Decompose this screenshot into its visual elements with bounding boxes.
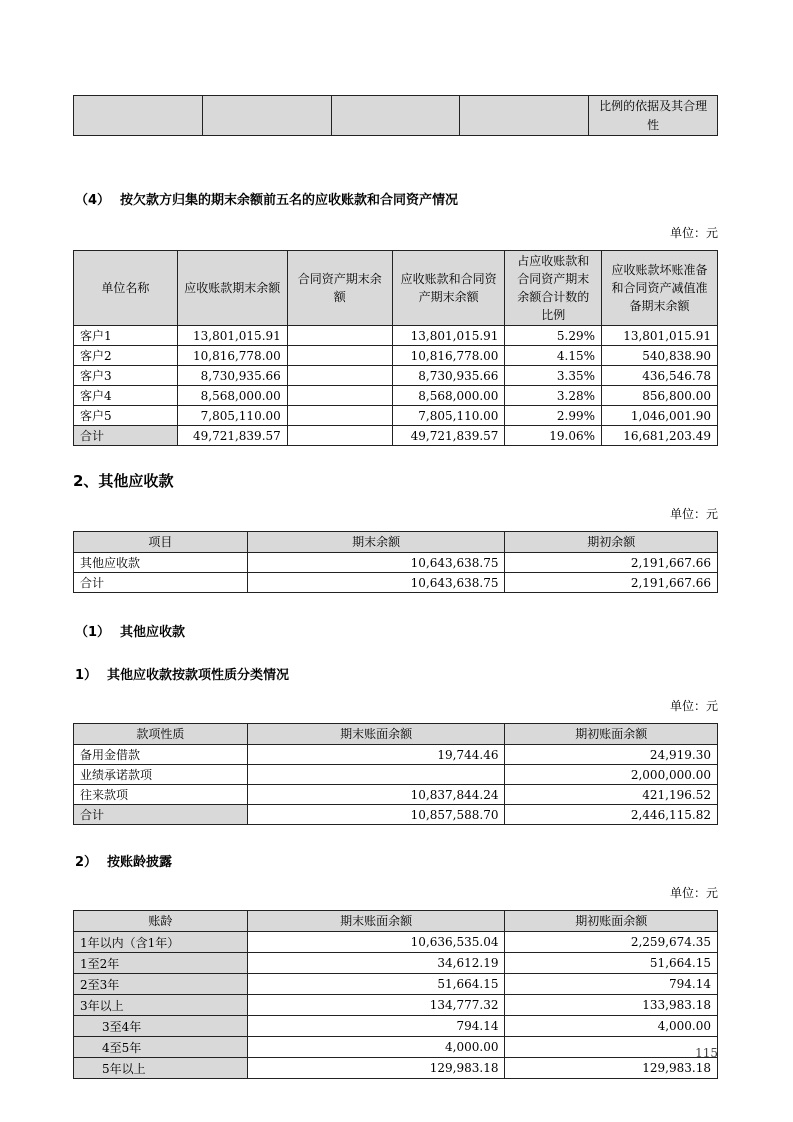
value-cell: 4.15% <box>505 346 602 366</box>
nature-classification-table <box>73 723 718 825</box>
row-label-cell: 5年以上 <box>74 1058 248 1079</box>
row-label-cell: 客户3 <box>74 366 178 386</box>
value-cell: 13,801,015.91 <box>602 326 718 346</box>
row-label-cell: 客户4 <box>74 386 178 406</box>
row-label-cell: 合计 <box>74 426 178 446</box>
section-number: （1） <box>75 625 111 641</box>
value-cell: 24,919.30 <box>505 745 718 765</box>
row-label-cell: 合计 <box>74 573 248 593</box>
value-cell <box>460 96 589 136</box>
table-row <box>74 553 718 573</box>
column-header: 占应收账款和合同资产期末余额合计数的比例 <box>505 251 602 326</box>
value-cell: 2,191,667.66 <box>505 553 718 573</box>
value-cell: 134,777.32 <box>247 995 505 1016</box>
aging-disclosure-table <box>73 910 718 1079</box>
value-cell: 13,801,015.91 <box>392 326 505 346</box>
subsection-heading-nature <box>75 664 718 683</box>
value-cell: 19,744.46 <box>247 745 505 765</box>
value-cell: 3.28% <box>505 386 602 406</box>
column-header: 应收账款坏账准备和合同资产减值准备期末余额 <box>602 251 718 326</box>
header-row <box>74 532 718 553</box>
top5-receivables-table <box>73 250 718 446</box>
column-header: 账龄 <box>74 911 248 932</box>
header-row <box>74 251 718 326</box>
value-cell: 2,259,674.35 <box>505 932 718 953</box>
column-header: 合同资产期末余额 <box>287 251 392 326</box>
table-row <box>74 386 718 406</box>
row-label-cell: 业绩承诺款项 <box>74 765 248 785</box>
value-cell: 8,730,935.66 <box>392 366 505 386</box>
value-cell: 19.06% <box>505 426 602 446</box>
value-cell: 10,636,535.04 <box>247 932 505 953</box>
value-cell: 49,721,839.57 <box>392 426 505 446</box>
row-label-cell <box>74 96 203 136</box>
value-cell: 10,837,844.24 <box>247 785 505 805</box>
row-label-cell: 其他应收款 <box>74 553 248 573</box>
table-row <box>74 326 718 346</box>
section-number: 2） <box>75 855 98 871</box>
table-row <box>74 1016 718 1037</box>
value-cell: 34,612.19 <box>247 953 505 974</box>
column-header: 期初账面余额 <box>505 911 718 932</box>
value-cell: 8,568,000.00 <box>177 386 287 406</box>
value-cell: 比例的依据及其合理性 <box>589 96 718 136</box>
section-title: 按账龄披露 <box>107 855 173 871</box>
value-cell <box>287 366 392 386</box>
value-cell <box>287 386 392 406</box>
row-label-cell: 客户2 <box>74 346 178 366</box>
total-row <box>74 426 718 446</box>
section-number: 1） <box>75 668 98 684</box>
row-label-cell: 4至5年 <box>74 1037 248 1058</box>
table-row <box>74 953 718 974</box>
value-cell: 16,681,203.49 <box>602 426 718 446</box>
section-heading-other-receivables <box>73 470 718 491</box>
value-cell: 10,643,638.75 <box>247 573 505 593</box>
value-cell: 436,546.78 <box>602 366 718 386</box>
value-cell: 794.14 <box>505 974 718 995</box>
value-cell <box>247 765 505 785</box>
value-cell <box>287 326 392 346</box>
section-title: 2、其他应收款 <box>73 472 174 491</box>
page-number: 115 <box>695 1046 718 1060</box>
table-row <box>74 1037 718 1058</box>
other-receivables-summary-table <box>73 531 718 593</box>
value-cell: 51,664.15 <box>247 974 505 995</box>
value-cell: 4,000.00 <box>247 1037 505 1058</box>
row-label-cell: 客户5 <box>74 406 178 426</box>
table-row <box>74 765 718 785</box>
section-number: （4） <box>75 193 111 209</box>
total-row <box>74 805 718 825</box>
value-cell: 2.99% <box>505 406 602 426</box>
header-row <box>74 724 718 745</box>
value-cell: 51,664.15 <box>505 953 718 974</box>
value-cell <box>287 426 392 446</box>
table-row <box>74 366 718 386</box>
table-row <box>74 745 718 765</box>
column-header: 应收账款和合同资产期末余额 <box>392 251 505 326</box>
value-cell: 10,857,588.70 <box>247 805 505 825</box>
section-title: 按欠款方归集的期末余额前五名的应收账款和合同资产情况 <box>120 193 459 209</box>
column-header: 单位名称 <box>74 251 178 326</box>
value-cell: 540,838.90 <box>602 346 718 366</box>
value-cell <box>202 96 331 136</box>
row-label-cell: 1至2年 <box>74 953 248 974</box>
value-cell: 7,805,110.00 <box>177 406 287 426</box>
total-row <box>74 573 718 593</box>
section-heading-top5 <box>75 189 718 208</box>
unit-label: 单位：元 <box>669 226 718 241</box>
value-cell <box>331 96 460 136</box>
unit-label: 单位：元 <box>669 507 718 522</box>
table-row <box>74 346 718 366</box>
value-cell: 2,000,000.00 <box>505 765 718 785</box>
value-cell: 2,446,115.82 <box>505 805 718 825</box>
subsection-heading-aging <box>75 851 718 870</box>
column-header: 期初余额 <box>505 532 718 553</box>
table-row <box>74 96 718 136</box>
row-label-cell: 客户1 <box>74 326 178 346</box>
section-title: 其他应收款 <box>120 625 186 641</box>
column-header: 期初账面余额 <box>505 724 718 745</box>
row-label-cell: 2至3年 <box>74 974 248 995</box>
row-label-cell: 合计 <box>74 805 248 825</box>
column-header: 期末账面余额 <box>247 911 505 932</box>
table-row <box>74 974 718 995</box>
value-cell: 3.35% <box>505 366 602 386</box>
row-label-cell: 1年以内（含1年） <box>74 932 248 953</box>
value-cell: 794.14 <box>247 1016 505 1037</box>
column-header: 款项性质 <box>74 724 248 745</box>
value-cell: 5.29% <box>505 326 602 346</box>
table-row <box>74 406 718 426</box>
table-row <box>74 785 718 805</box>
section-title: 其他应收款按款项性质分类情况 <box>107 668 290 684</box>
row-label-cell: 备用金借款 <box>74 745 248 765</box>
value-cell: 129,983.18 <box>247 1058 505 1079</box>
table-row <box>74 932 718 953</box>
column-header: 项目 <box>74 532 248 553</box>
unit-label: 单位：元 <box>669 699 718 714</box>
table-row <box>74 1058 718 1079</box>
value-cell: 49,721,839.57 <box>177 426 287 446</box>
row-label-cell: 3至4年 <box>74 1016 248 1037</box>
row-label-cell: 3年以上 <box>74 995 248 1016</box>
value-cell: 10,643,638.75 <box>247 553 505 573</box>
header-row <box>74 911 718 932</box>
value-cell: 1,046,001.90 <box>602 406 718 426</box>
value-cell: 856,800.00 <box>602 386 718 406</box>
value-cell: 2,191,667.66 <box>505 573 718 593</box>
value-cell: 7,805,110.00 <box>392 406 505 426</box>
value-cell: 4,000.00 <box>505 1016 718 1037</box>
value-cell: 13,801,015.91 <box>177 326 287 346</box>
value-cell <box>505 1037 718 1058</box>
value-cell: 8,568,000.00 <box>392 386 505 406</box>
value-cell: 421,196.52 <box>505 785 718 805</box>
table-row <box>74 995 718 1016</box>
value-cell: 10,816,778.00 <box>177 346 287 366</box>
value-cell: 8,730,935.66 <box>177 366 287 386</box>
column-header: 应收账款期末余额 <box>177 251 287 326</box>
value-cell <box>287 346 392 366</box>
row-label-cell: 往来款项 <box>74 785 248 805</box>
column-header: 期末账面余额 <box>247 724 505 745</box>
column-header: 期末余额 <box>247 532 505 553</box>
value-cell <box>287 406 392 426</box>
continued-table <box>73 95 718 136</box>
value-cell: 10,816,778.00 <box>392 346 505 366</box>
unit-label: 单位：元 <box>669 886 718 901</box>
value-cell: 133,983.18 <box>505 995 718 1016</box>
subsection-heading-other-receivables <box>75 621 718 640</box>
value-cell: 129,983.18 <box>505 1058 718 1079</box>
